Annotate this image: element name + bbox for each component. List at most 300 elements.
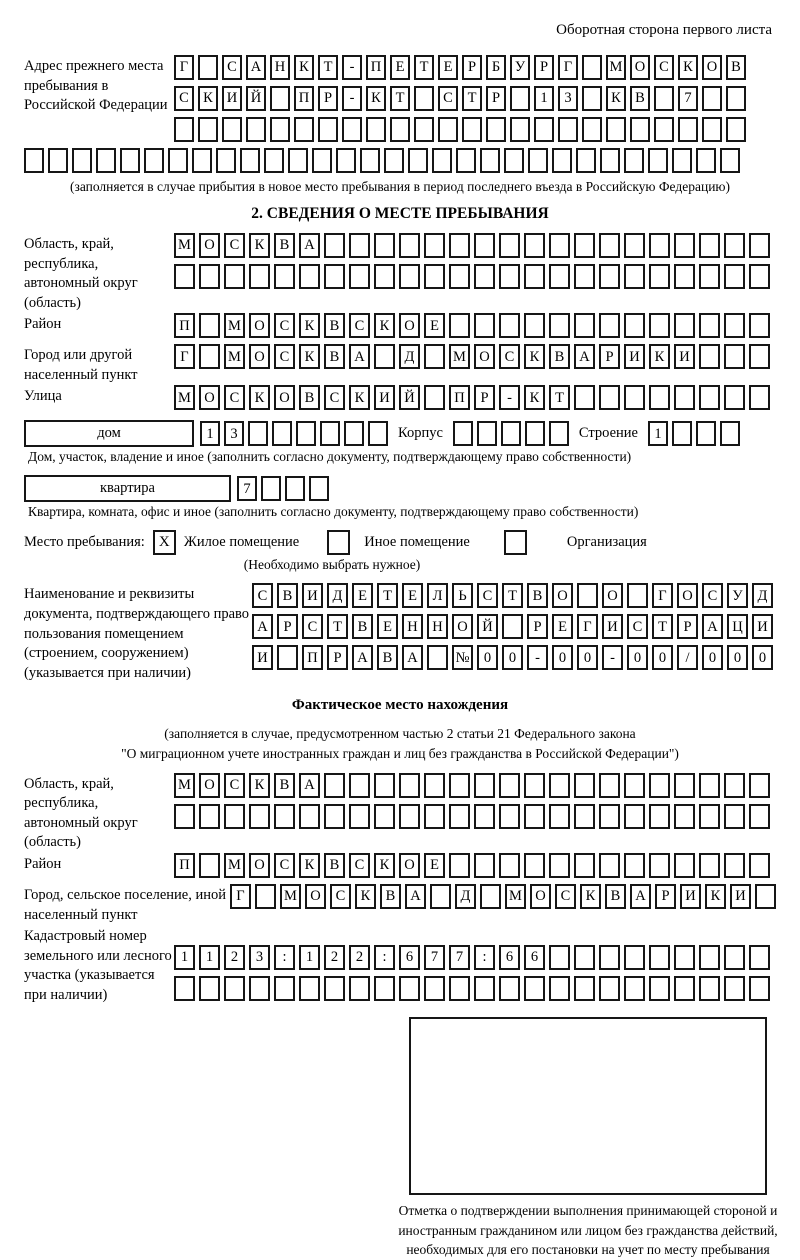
char-cell [474,233,495,258]
char-cell [574,313,595,338]
char-cell: А [352,645,373,670]
char-cell [453,421,473,446]
char-cell [524,804,545,829]
char-cell [624,976,645,1001]
stay-option-2-label: Иное помещение [364,534,470,551]
char-cell: Р [327,645,348,670]
char-cell [699,313,720,338]
stay-option-3-label: Организация [566,534,647,551]
char-cell [599,804,620,829]
char-cell [549,976,570,1001]
char-cell [599,976,620,1001]
char-cell: О [677,583,698,608]
document-row-3 [252,645,776,670]
char-cell: Ц [727,614,748,639]
char-cell [674,853,695,878]
char-cell: Е [390,55,410,80]
char-cell [749,264,770,289]
cadastral-row-2 [174,976,776,1001]
char-cell [574,976,595,1001]
char-cell [749,385,770,410]
char-cell [654,117,674,142]
char-cell: Р [486,86,506,111]
char-cell [502,614,523,639]
char-cell [336,148,356,173]
char-cell [749,804,770,829]
city-label: Город или другой населенный пункт [24,347,138,383]
actual-note-line-1: (заполняется в случае, предусмотренном частью 2 статьи 21 Федерального закона [164,726,636,742]
char-cell: У [510,55,530,80]
char-cell [198,117,218,142]
char-cell [499,264,520,289]
char-cell: Н [427,614,448,639]
char-cell: Г [652,583,673,608]
region-label: Область, край, республика, автономный округ (область) [24,236,138,311]
char-cell [558,117,578,142]
char-cell [720,421,740,446]
char-cell [360,148,380,173]
char-cell [749,976,770,1001]
char-cell [649,853,670,878]
char-cell: Т [377,583,398,608]
char-cell [24,148,44,173]
char-cell: Т [502,583,523,608]
char-cell [449,773,470,798]
char-cell: О [249,853,270,878]
char-cell [674,804,695,829]
char-cell [524,853,545,878]
char-cell: Г [577,614,598,639]
char-cell [504,148,524,173]
apartment-cells [237,476,329,501]
char-cell [285,476,305,501]
char-cell [120,148,140,173]
city-field [24,344,776,385]
char-cell [246,117,266,142]
char-cell: Й [477,614,498,639]
char-cell [627,583,648,608]
char-cell [399,804,420,829]
char-cell: В [605,884,626,909]
stay-option-2-checkbox[interactable] [327,530,350,555]
char-cell [424,976,445,1001]
char-cell [524,313,545,338]
char-cell: С [438,86,458,111]
char-cell [449,853,470,878]
char-cell: В [527,583,548,608]
char-cell: Г [558,55,578,80]
char-cell [432,148,452,173]
char-cell [399,976,420,1001]
char-cell [624,385,645,410]
char-cell [501,421,521,446]
char-cell [724,853,745,878]
char-cell [574,385,595,410]
char-cell: С [349,853,370,878]
char-cell: А [402,645,423,670]
actual-location-title: Фактическое место нахождения [291,697,509,714]
char-cell: Й [399,385,420,410]
char-cell: Р [677,614,698,639]
char-cell [599,853,620,878]
char-cell [216,148,236,173]
char-cell: К [355,884,376,909]
char-cell [168,148,188,173]
char-cell: - [527,645,548,670]
char-cell [192,148,212,173]
char-cell: Т [462,86,482,111]
char-cell [574,804,595,829]
char-cell: Л [427,583,448,608]
char-cell [552,148,572,173]
char-cell: И [730,884,751,909]
char-cell: Р [599,344,620,369]
korpus-label: Корпус [398,425,443,442]
char-cell: 6 [499,945,520,970]
char-cell: С [274,313,295,338]
char-cell [48,148,68,173]
char-cell [424,804,445,829]
char-cell [724,976,745,1001]
char-cell [574,773,595,798]
char-cell: 0 [627,645,648,670]
char-cell: К [374,853,395,878]
char-cell: М [224,853,245,878]
char-cell: С [274,853,295,878]
char-cell [474,773,495,798]
char-cell: Й [246,86,266,111]
stay-option-3-checkbox[interactable] [504,530,527,555]
char-cell [499,853,520,878]
prev-address-row-2 [174,86,776,111]
char-cell: О [399,853,420,878]
char-cell: Т [318,55,338,80]
char-cell: С [224,773,245,798]
char-cell: П [449,385,470,410]
char-cell: О [249,313,270,338]
prev-address-note: (заполняется в случае прибытия в новое место пребывания в период последнего въезда в Российскую Федерацию) [69,179,731,194]
char-cell: А [252,614,273,639]
stay-type-label: Место пребывания: [24,534,145,551]
char-cell [249,804,270,829]
char-cell [474,853,495,878]
char-cell: П [366,55,386,80]
char-cell [174,976,195,1001]
char-cell [699,264,720,289]
house-box: дом [24,420,194,447]
char-cell: И [680,884,701,909]
cadastral-field [24,925,776,1007]
char-cell: Г [174,344,195,369]
char-cell: К [649,344,670,369]
char-cell: 0 [502,645,523,670]
char-cell: О [399,313,420,338]
char-cell: 3 [558,86,578,111]
char-cell [224,976,245,1001]
char-cell: В [549,344,570,369]
char-cell [702,117,722,142]
char-cell: М [174,385,195,410]
city2-field [24,884,776,925]
char-cell [624,804,645,829]
stroenie-cells [648,421,740,446]
char-cell [699,344,720,369]
char-cell [524,264,545,289]
char-cell [249,976,270,1001]
char-cell [474,976,495,1001]
char-cell: М [174,773,195,798]
char-cell [574,233,595,258]
char-cell: К [299,853,320,878]
char-cell [449,233,470,258]
char-cell [599,385,620,410]
char-cell [649,313,670,338]
char-cell [449,976,470,1001]
char-cell: Т [327,614,348,639]
char-cell [312,148,332,173]
char-cell: Т [549,385,570,410]
char-cell: Д [455,884,476,909]
char-cell [499,976,520,1001]
char-cell: 2 [224,945,245,970]
char-cell [599,233,620,258]
char-cell [344,421,364,446]
char-cell [702,86,722,111]
char-cell [624,264,645,289]
char-cell: И [252,645,273,670]
char-cell [399,773,420,798]
char-cell [264,148,284,173]
char-cell [427,645,448,670]
char-cell: В [352,614,373,639]
char-cell [649,945,670,970]
char-cell [374,976,395,1001]
char-cell: П [174,853,195,878]
char-cell [654,86,674,111]
char-cell: 0 [652,645,673,670]
char-cell: А [299,233,320,258]
char-cell [749,853,770,878]
district2-field [24,853,776,884]
char-cell [599,945,620,970]
char-cell [599,313,620,338]
char-cell [574,264,595,289]
char-cell: С [222,55,242,80]
char-cell [624,233,645,258]
char-cell: К [678,55,698,80]
char-cell: 0 [752,645,773,670]
char-cell [174,117,194,142]
char-cell: 7 [678,86,698,111]
char-cell: Д [399,344,420,369]
char-cell [577,583,598,608]
char-cell [390,117,410,142]
char-cell: О [199,233,220,258]
section2-title: 2. СВЕДЕНИЯ О МЕСТЕ ПРЕБЫВАНИЯ [251,205,549,222]
char-cell [749,773,770,798]
char-cell: О [552,583,573,608]
char-cell: К [299,344,320,369]
char-cell [600,148,620,173]
char-cell [724,313,745,338]
char-cell [499,804,520,829]
char-cell [499,233,520,258]
char-cell [649,385,670,410]
stay-type-note: (Необходимо выбрать нужное) [243,557,421,573]
char-cell [349,804,370,829]
char-cell: О [530,884,551,909]
stroenie-label: Строение [578,425,638,442]
char-cell [726,117,746,142]
house-row [24,420,776,447]
char-cell [480,884,501,909]
char-cell: : [374,945,395,970]
char-cell [699,804,720,829]
char-cell [449,313,470,338]
prev-address-field [24,55,776,148]
char-cell [599,264,620,289]
char-cell: В [274,233,295,258]
char-cell: А [246,55,266,80]
char-cell [699,945,720,970]
char-cell: С [654,55,674,80]
char-cell [724,773,745,798]
char-cell: Г [174,55,194,80]
apartment-row [24,475,776,502]
char-cell: Р [474,385,495,410]
char-cell: О [602,583,623,608]
char-cell: К [349,385,370,410]
char-cell: Н [270,55,290,80]
char-cell [462,117,482,142]
char-cell [384,148,404,173]
char-cell [414,86,434,111]
char-cell [424,233,445,258]
char-cell: Ь [452,583,473,608]
char-cell: Д [327,583,348,608]
char-cell [649,233,670,258]
char-cell: П [302,645,323,670]
char-cell [324,804,345,829]
char-cell: О [199,385,220,410]
char-cell [582,86,602,111]
char-cell: Г [230,884,251,909]
char-cell [374,804,395,829]
stay-option-1-label: Жилое помещение [183,534,300,551]
stay-type-row [24,530,776,555]
char-cell [699,233,720,258]
char-cell: В [324,313,345,338]
char-cell [424,344,445,369]
char-cell [724,264,745,289]
char-cell [724,233,745,258]
char-cell: К [374,313,395,338]
char-cell [199,344,220,369]
region2-row-2 [174,804,776,829]
street-field [24,385,776,416]
char-cell [456,148,476,173]
char-cell: А [299,773,320,798]
char-cell: К [249,773,270,798]
char-cell [549,264,570,289]
char-cell [699,853,720,878]
char-cell: В [380,884,401,909]
stay-option-1-checkbox[interactable]: X [153,530,176,555]
char-cell [374,773,395,798]
char-cell: К [366,86,386,111]
char-cell [510,117,530,142]
document-label: Наименование и реквизиты документа, подтверждающего право пользования помещением (строением, сооружением) (указывается при наличии) [24,586,250,681]
char-cell [270,86,290,111]
char-cell [374,233,395,258]
char-cell [674,313,695,338]
char-cell [674,385,695,410]
char-cell: М [505,884,526,909]
char-cell [274,976,295,1001]
char-cell: О [199,773,220,798]
district-label: Район [24,316,62,333]
char-cell [424,773,445,798]
char-cell [749,313,770,338]
prev-address-row-3 [174,117,776,142]
char-cell [749,233,770,258]
char-cell: 1 [299,945,320,970]
street-row [174,385,776,410]
char-cell: Р [318,86,338,111]
char-cell: А [630,884,651,909]
char-cell [199,264,220,289]
char-cell: В [726,55,746,80]
char-cell: О [452,614,473,639]
char-cell [198,55,218,80]
char-cell [749,344,770,369]
char-cell [261,476,281,501]
house-note: Дом, участок, владение и иное (заполнить согласно документу, подтверждающему право собственности) [28,449,632,465]
char-cell [320,421,340,446]
char-cell [272,421,292,446]
char-cell: И [374,385,395,410]
char-cell [174,804,195,829]
char-cell: С [324,385,345,410]
char-cell: С [702,583,723,608]
char-cell: 1 [199,945,220,970]
apartment-note: Квартира, комната, офис и иное (заполнить согласно документу, подтверждающему право собственности) [28,504,639,520]
char-cell: Е [424,313,445,338]
char-cell [549,853,570,878]
char-cell [299,804,320,829]
actual-note-line-2: "О миграционном учете иностранных граждан и лиц без гражданства в Российской Федерации") [121,746,679,762]
char-cell: К [705,884,726,909]
char-cell [649,804,670,829]
char-cell: К [249,233,270,258]
char-cell: - [342,55,362,80]
district2-label: Район [24,855,62,872]
char-cell [674,264,695,289]
char-cell: 0 [702,645,723,670]
char-cell: 1 [174,945,195,970]
char-cell: 3 [249,945,270,970]
char-cell: С [627,614,648,639]
char-cell [549,233,570,258]
char-cell: 1 [648,421,668,446]
char-cell: Р [655,884,676,909]
char-cell: 0 [552,645,573,670]
char-cell: М [224,344,245,369]
char-cell [549,313,570,338]
char-cell: Н [402,614,423,639]
char-cell [624,148,644,173]
char-cell: Е [402,583,423,608]
